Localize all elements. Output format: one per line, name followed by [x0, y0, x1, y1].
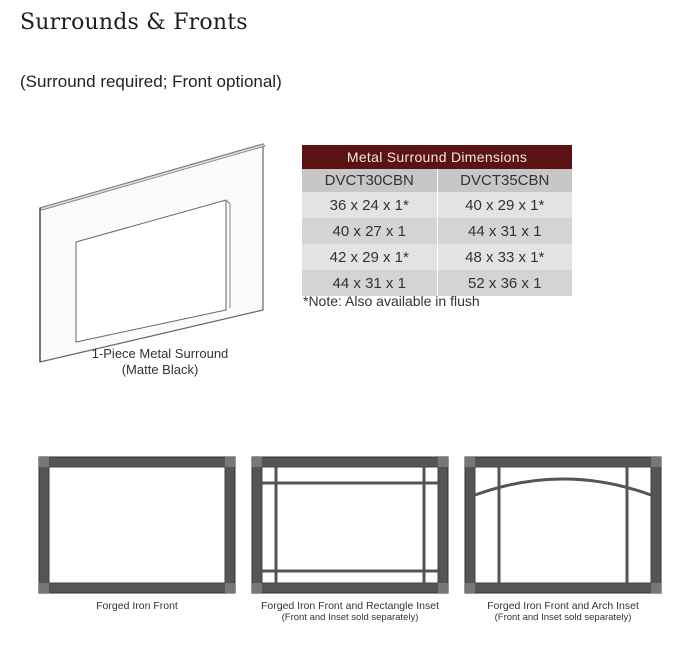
- table-note: *Note: Also available in flush: [303, 293, 480, 309]
- table-cell: 36 x 24 x 1*: [302, 192, 437, 218]
- surround-caption-line2: (Matte Black): [121, 362, 199, 377]
- table-cell: 44 x 31 x 1: [437, 218, 572, 244]
- front-subtitle: (Front and Inset sold separately): [281, 612, 419, 623]
- front-caption: [453, 600, 673, 624]
- front-caption: [240, 600, 460, 624]
- rectangle-inset-front-image: [250, 455, 450, 595]
- front-caption: [27, 600, 247, 612]
- table-cell: 48 x 33 x 1*: [437, 244, 572, 270]
- front-subtitle: (Front and Inset sold separately): [494, 612, 632, 623]
- column-header: DVCT30CBN: [302, 169, 437, 192]
- dimensions-table: [302, 145, 572, 296]
- front-title: Forged Iron Front and Rectangle Inset: [260, 600, 440, 612]
- table-row: [302, 244, 572, 270]
- front-title: Forged Iron Front and Arch Inset: [487, 600, 639, 612]
- table-cell: 52 x 36 x 1: [437, 270, 572, 296]
- page-subtitle: (Surround required; Front optional): [20, 72, 282, 91]
- surround-caption: [60, 346, 260, 378]
- table-title: Metal Surround Dimensions: [302, 145, 572, 169]
- page-title: Surrounds & Fronts: [20, 10, 248, 35]
- table-cell: 40 x 27 x 1: [302, 218, 437, 244]
- table-cell: 44 x 31 x 1: [302, 270, 437, 296]
- front-title: Forged Iron Front: [96, 600, 178, 612]
- table-row: [302, 218, 572, 244]
- forged-iron-front-image: [37, 455, 237, 595]
- table-row: [302, 192, 572, 218]
- table-cell: 42 x 29 x 1*: [302, 244, 437, 270]
- arch-inset-front-image: [463, 455, 663, 595]
- table-cell: 40 x 29 x 1*: [437, 192, 572, 218]
- column-header: DVCT35CBN: [437, 169, 572, 192]
- metal-surround-image: [30, 138, 270, 368]
- surround-caption-line1: 1-Piece Metal Surround: [91, 346, 229, 361]
